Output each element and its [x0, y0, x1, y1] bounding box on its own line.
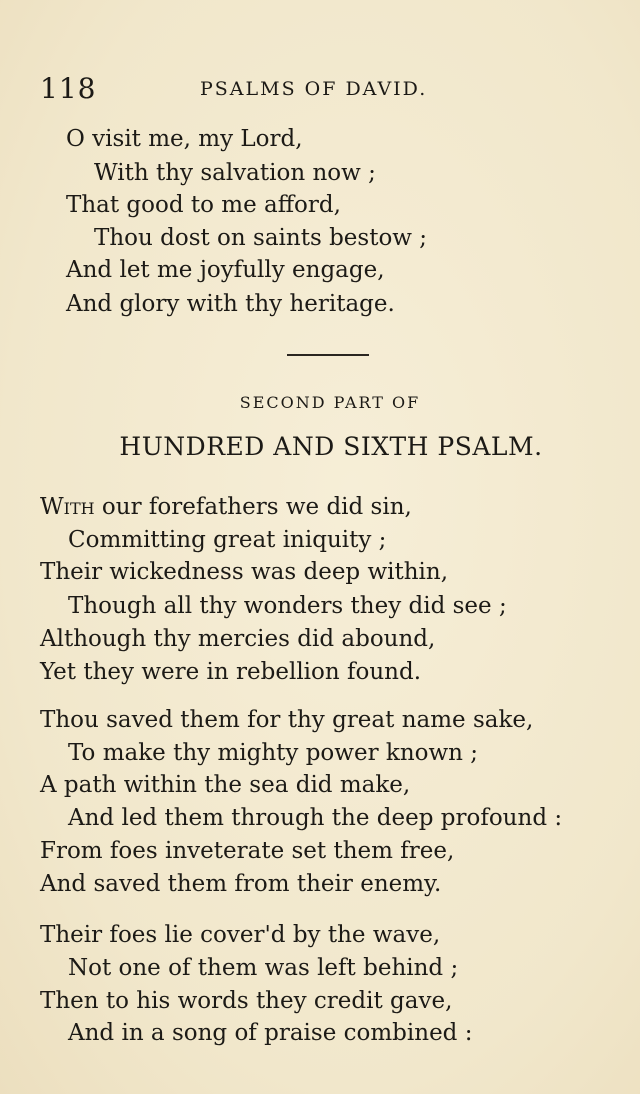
- verse-line: From foes inveterate set them free,: [40, 838, 455, 864]
- section-divider: [287, 354, 369, 356]
- verse-line: Committing great iniquity ;: [68, 527, 387, 553]
- page-header: [40, 72, 600, 106]
- page-number: 118: [40, 72, 97, 105]
- verse-line-rest: our forefathers we did sin,: [94, 494, 412, 520]
- verse-line: A path within the sea did make,: [40, 772, 411, 798]
- verse-line: Then to his words they credit gave,: [40, 988, 453, 1014]
- verse-line: Their wickedness was deep within,: [40, 559, 449, 585]
- psalm-title: HUNDRED AND SIXTH PSALM.: [119, 432, 543, 461]
- verse-line: And saved them from their enemy.: [40, 871, 442, 897]
- verse-line: To make thy mighty power known ;: [68, 740, 479, 766]
- verse-line: [40, 491, 412, 523]
- running-title: PSALMS OF DAVID.: [200, 78, 428, 100]
- verse-line: And in a song of praise combined :: [68, 1020, 473, 1046]
- verse-line: And led them through the deep profound :: [68, 805, 563, 831]
- verse-line: With thy salvation now ;: [94, 160, 376, 186]
- verse-line: Their foes lie cover'd by the wave,: [40, 922, 441, 948]
- drop-word: With: [40, 494, 95, 520]
- verse-line: Although thy mercies did abound,: [40, 626, 436, 652]
- verse-line: And let me joyfully engage,: [66, 257, 385, 283]
- verse-line: Thou dost on saints bestow ;: [94, 225, 428, 251]
- verse-line: Thou saved them for thy great name sake,: [40, 707, 534, 733]
- verse-line: And glory with thy heritage.: [66, 291, 395, 317]
- verse-line: O visit me, my Lord,: [66, 126, 303, 152]
- verse-line: Though all thy wonders they did see ;: [68, 593, 507, 619]
- verse-line: That good to me afford,: [66, 192, 341, 218]
- verse-line: Not one of them was left behind ;: [68, 955, 459, 981]
- part-heading: SECOND PART OF: [239, 393, 421, 412]
- verse-line: Yet they were in rebellion found.: [40, 659, 422, 685]
